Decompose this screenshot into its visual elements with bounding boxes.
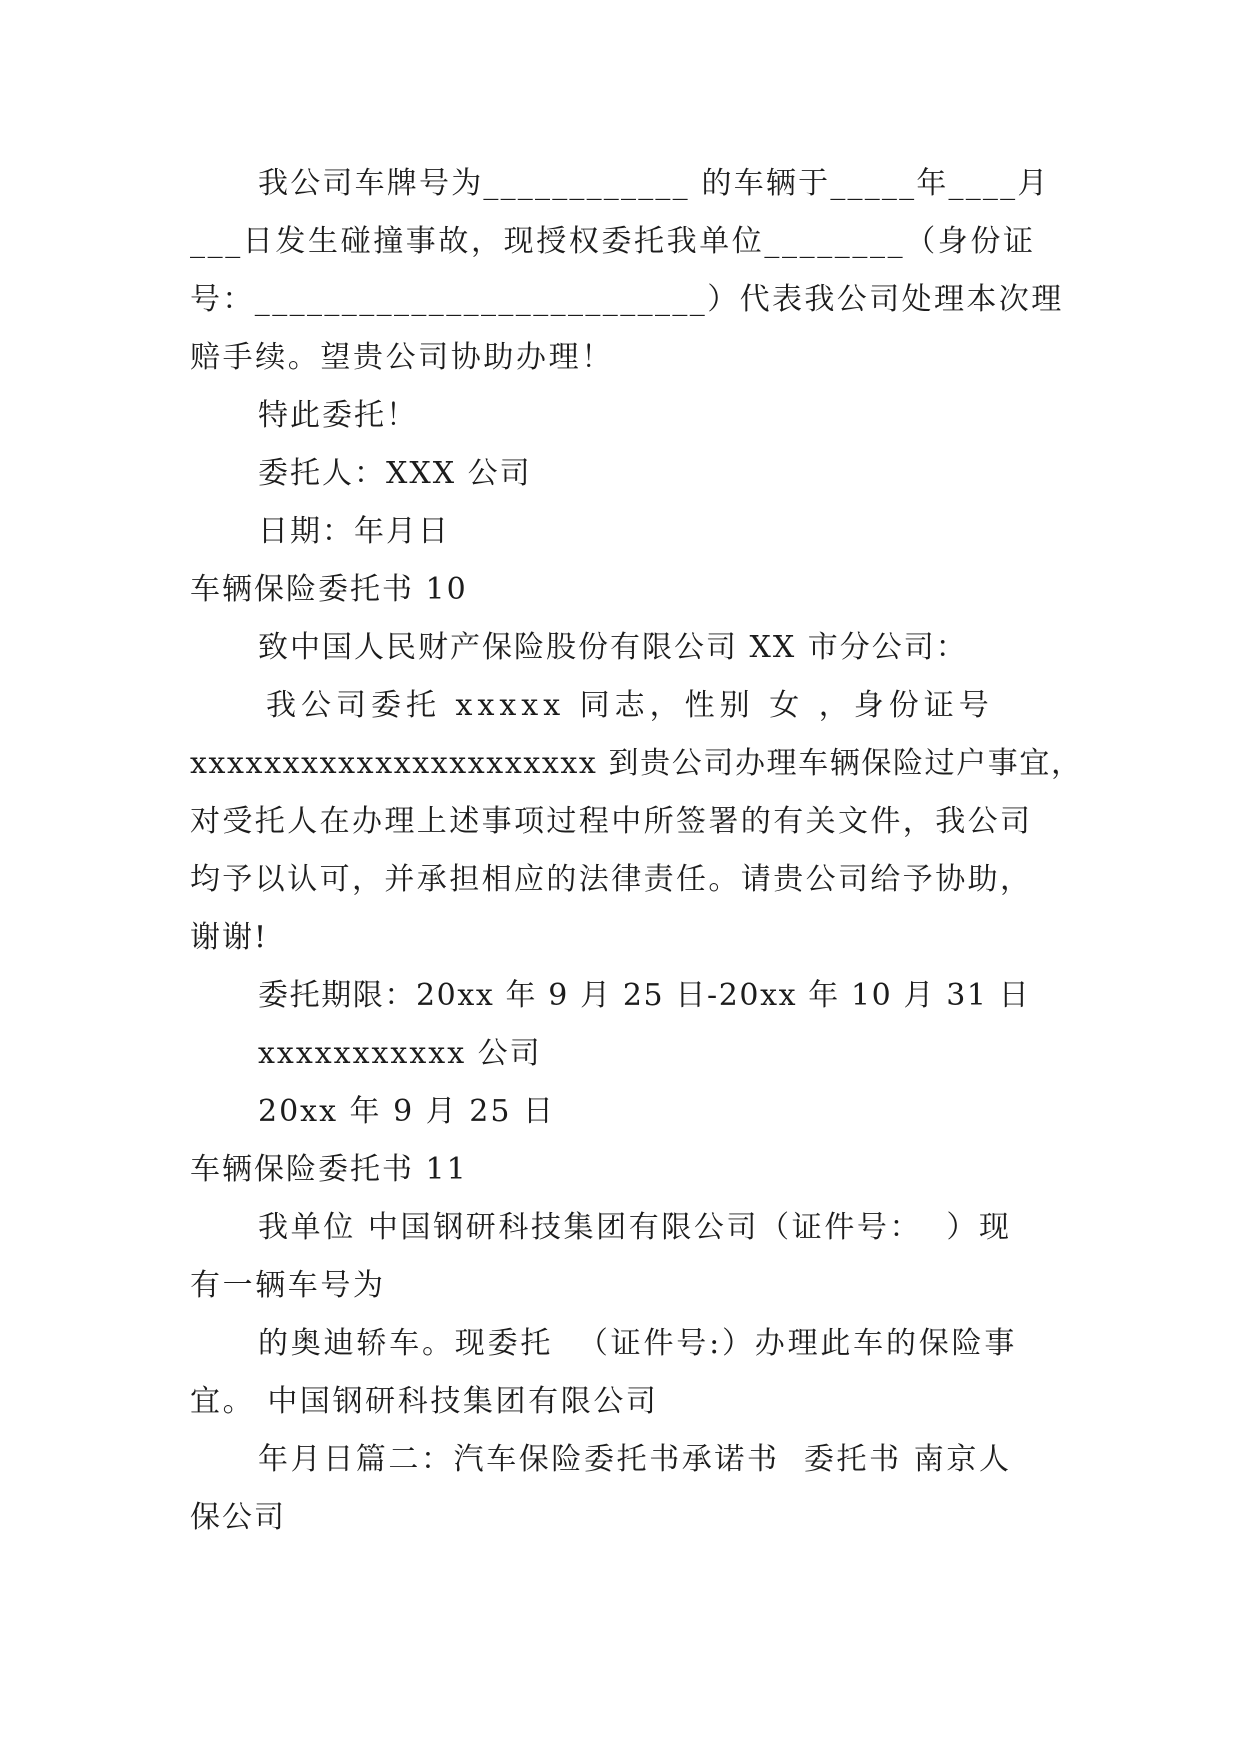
body-line-13: 均予以认可，并承担相应的法律责任。请贵公司给予协助， [190, 862, 1033, 897]
addressee-line: 致中国人民财产保险股份有限公司 XX 市分公司： [258, 630, 968, 665]
body-line-2: ___日发生碰撞事故，现授权委托我单位________（身份证 [190, 224, 1036, 259]
company-signature-line: xxxxxxxxxxx 公司 [258, 1036, 542, 1071]
body-line-19: 我单位 中国钢研科技集团有限公司（证件号： ）现 [258, 1210, 1012, 1245]
body-line-23: 年月日篇二：汽车保险委托书承诺书 委托书 南京人 [258, 1442, 1012, 1477]
section-heading-11: 车辆保险委托书 11 [190, 1152, 468, 1187]
body-line-4: 赔手续。望贵公司协助办理！ [190, 340, 614, 375]
body-line-3: 号：__________________________）代表我公司处理本次理 [190, 282, 1064, 317]
body-line-12: 对受托人在办理上述事项过程中所签署的有关文件，我公司 [190, 804, 1033, 839]
principal-line: 委托人：XXX 公司 [258, 456, 532, 491]
body-line-11: xxxxxxxxxxxxxxxxxxxxxx 到贵公司办理车辆保险过户事宜， [190, 746, 1083, 781]
body-line-21: 的奥迪轿车。现委托 （证件号:）办理此车的保险事 [258, 1326, 1018, 1361]
signature-date-line: 20xx 年 9 月 25 日 [258, 1094, 555, 1129]
date-line: 日期：年月日 [258, 514, 450, 549]
thanks-line: 谢谢! [190, 920, 269, 955]
body-line-20: 有一辆车号为 [190, 1268, 386, 1303]
body-line-1: 我公司车牌号为____________ 的车辆于_____年____月 [258, 166, 1050, 201]
closing-line: 特此委托！ [258, 398, 418, 433]
body-line-24: 保公司 [190, 1500, 286, 1535]
term-line: 委托期限：20xx 年 9 月 25 日-20xx 年 10 月 31 日 [258, 978, 1031, 1013]
body-line-22: 宜。 中国钢研科技集团有限公司 [190, 1384, 659, 1419]
section-heading-10: 车辆保险委托书 10 [190, 572, 468, 607]
body-line-10: 我公司委托 xxxxx 同志，性别 女 ，身份证号 [266, 688, 994, 723]
